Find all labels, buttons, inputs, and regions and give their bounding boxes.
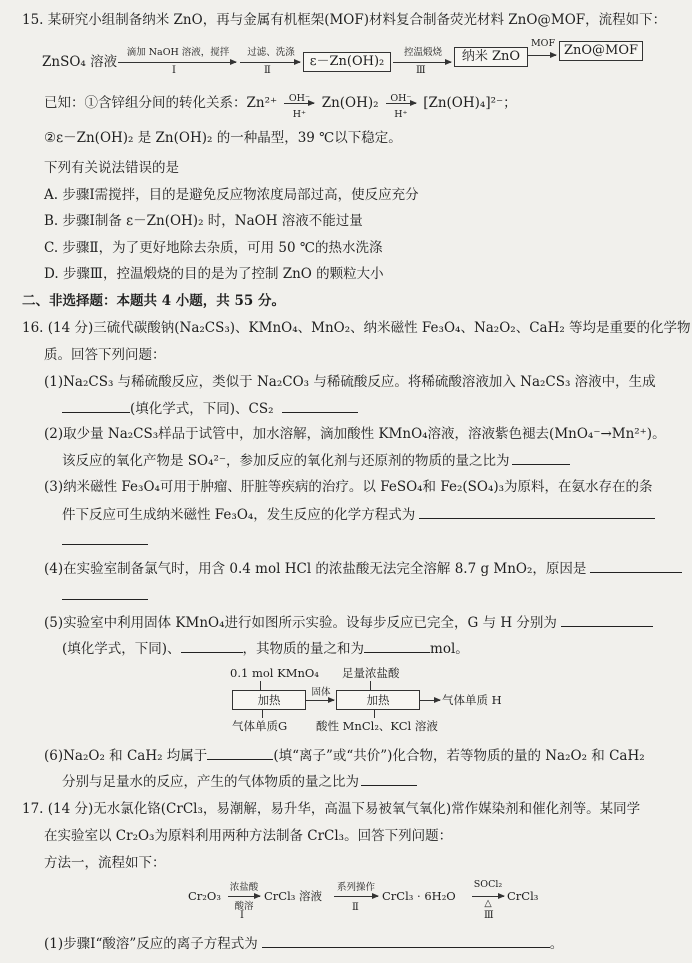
q16-stem-line2: 质。回答下列问题：: [44, 347, 166, 363]
q16-diagram-box-heat2: 加热: [336, 690, 420, 710]
q17-a1-arrow: [228, 896, 260, 897]
q16-part3-line3: [62, 530, 148, 551]
q15-option-c: C. 步骤Ⅱ，为了更好地除去杂质，可用 50 ℃的热水洗涤: [44, 240, 383, 256]
q16-part3-line1: (3)纳米磁性 Fe₃O₄可用于肿瘤、肝脏等疾病的治疗。以 FeSO₄和 Fe₂(SO₄)₃为原料，在氨水存在的条: [44, 479, 653, 495]
q17-flow-mid2: CrCl₃ · 6H₂O: [382, 889, 456, 903]
q16-part1-blank1[interactable]: [62, 398, 130, 413]
q16-part5-blank-g[interactable]: [561, 612, 653, 627]
q15-option-a: A. 步骤Ⅰ需搅拌，目的是避免反应物浓度局部过高，使反应充分: [44, 187, 419, 203]
q16-diagram-gas-h: 气体单质 H: [442, 693, 502, 707]
q15-stem: 15. 某研究小组制备纳米 ZnO，再与金属有机框架(MOF)材料复合制备荧光材料 ZnO@MOF，流程如下：: [22, 12, 667, 28]
q17-a1-num: Ⅰ: [240, 910, 244, 921]
q15-question: 下列有关说法错误的是: [44, 160, 179, 176]
q17-a1-bottom: 酸溶: [234, 901, 254, 912]
q15-step1-label: 滴加 NaOH 溶液，搅拌: [126, 47, 230, 58]
q16-part6-text2: (填“离子”或“共价”)化合物，若等物质的量的 Na₂O₂ 和 CaH₂: [273, 748, 645, 764]
q15-box-zn-oh2: ε－Zn(OH)₂: [303, 52, 391, 72]
q17-flow-mid1: CrCl₃ 溶液: [264, 889, 323, 903]
q16-part4-line1: [44, 558, 682, 579]
q15-equilibrium-2: [383, 93, 419, 120]
q16-part6-line2: [62, 771, 417, 792]
q16-part3-blank-a[interactable]: [419, 504, 655, 519]
q16-part6-blank-b[interactable]: [361, 771, 417, 786]
q15-equilibrium-1: [281, 93, 317, 120]
q16-part2-blank[interactable]: [512, 450, 570, 465]
q16-diagram-arrow-mid: [306, 700, 334, 701]
q15-known1: [44, 93, 517, 120]
q16-part6-line1: [44, 745, 645, 766]
q16-part2-line2: [62, 450, 570, 471]
q15-step2-arrow: [240, 62, 300, 63]
q17-stem-line2: 在实验室以 Cr₂O₃为原料利用两种方法制备 CrCl₃。回答下列问题：: [44, 828, 453, 844]
q16-part4-blank-b[interactable]: [62, 585, 148, 600]
q15-option-b: B. 步骤Ⅰ制备 ε－Zn(OH)₂ 时，NaOH 溶液不能过量: [44, 213, 363, 229]
q15-step3-arrow: [393, 62, 451, 63]
q16-part5-text4: mol。: [430, 641, 469, 657]
q15-option-d: D. 步骤Ⅲ，控温煅烧的目的是为了控制 ZnO 的颗粒大小: [44, 266, 384, 282]
q16-part1-line2: [62, 398, 358, 419]
q15-eq1-arrow: [284, 103, 314, 104]
q17-a3-num: Ⅲ: [484, 910, 494, 921]
q17-part1: [44, 933, 563, 954]
q15-step4-arrow: [528, 55, 556, 56]
q15-box-zno-mof: ZnO@MOF: [559, 41, 643, 61]
q16-diagram-top2: 足量浓盐酸: [342, 666, 400, 680]
q17-part1-blank[interactable]: [262, 933, 550, 948]
q17-part1-text: (1)步骤Ⅰ“酸溶”反应的离子方程式为: [44, 936, 258, 952]
q16-part1-blank2[interactable]: [282, 398, 358, 413]
q16-diagram-gas-g: 气体单质G: [232, 719, 288, 733]
q17-a2-num: Ⅱ: [352, 902, 359, 913]
q17-part1-period: 。: [549, 936, 564, 952]
q16-part4-line2: [62, 585, 148, 606]
q15-known2: ②ε－Zn(OH)₂ 是 Zn(OH)₂ 的一种晶型，39 ℃以下稳定。: [44, 130, 402, 146]
q16-part6-blank-a[interactable]: [207, 745, 273, 760]
q16-part6-text3: 分别与足量水的反应，产生的气体物质的量之比为: [62, 774, 359, 790]
q17-a3-bottom: △: [484, 898, 492, 909]
q16-diagram-top1: 0.1 mol KMnO₄: [230, 666, 319, 680]
q16-part4-text: (4)在实验室制备氯气时，用含 0.4 mol HCl 的浓盐酸无法完全溶解 8.7 g MnO₂，原因是: [44, 561, 587, 577]
q16-part3-text: 件下反应可生成纳米磁性 Fe₃O₄，发生反应的化学方程式为: [62, 507, 416, 523]
q15-step1-arrow: [118, 62, 236, 63]
q15-step3-num: Ⅲ: [416, 65, 426, 76]
q16-part5-line1: [44, 612, 653, 633]
q16-part5-text3: ，其物质的量之和为: [242, 641, 365, 657]
q17-method1: 方法一，流程如下：: [44, 855, 166, 871]
q16-diagram-in-line2: [370, 681, 371, 690]
q16-part5-line2: [62, 638, 469, 659]
q15-box-nano-zno: 纳米 ZnO: [454, 47, 528, 67]
q16-part5-blank-sum[interactable]: [364, 638, 430, 653]
q15-known1-prefix: 已知：①含锌组分间的转化关系：Zn²⁺: [44, 95, 278, 111]
q17-a1-top: 浓盐酸: [229, 882, 259, 893]
q16-diagram-arrow-right: [420, 700, 440, 701]
q15-eq2-top: OH⁻: [390, 93, 412, 104]
section2-title: 二、非选择题：本题共 4 小题，共 55 分。: [22, 293, 285, 309]
q16-part1-text: (填化学式，下同)、CS₂: [130, 401, 274, 417]
q15-eq1-top: OH⁻: [288, 93, 310, 104]
q17-a2-top: 系列操作: [336, 882, 375, 893]
q16-diagram-box-heat1: 加热: [232, 690, 306, 710]
q15-known1-end: [Zn(OH)₄]²⁻；: [423, 95, 517, 111]
q16-part5-text2: (填化学式，下同)、: [62, 641, 181, 657]
q17-a3-arrow: [472, 896, 504, 897]
q15-step2-num: Ⅱ: [264, 65, 271, 76]
q16-part6-text1: (6)Na₂O₂ 和 CaH₂ 均属于: [44, 748, 208, 764]
q16-part1-line1: (1)Na₂CS₃ 与稀硫酸反应，类似于 Na₂CO₃ 与稀硫酸反应。将稀硫酸溶液加入 Na₂CS₃ 溶液中，生成: [44, 374, 656, 390]
q15-step3-label: 控温煅烧: [403, 47, 442, 58]
q16-part2-line1: (2)取少量 Na₂CS₃样品于试管中，加水溶解，滴加酸性 KMnO₄溶液，溶液紫色褪去(MnO₄⁻→Mn²⁺)。: [44, 426, 666, 442]
q17-a2-arrow: [334, 896, 378, 897]
q17-stem-line1: 17. (14 分)无水氯化铬(CrCl₃，易潮解，易升华，高温下易被氧气氧化)常作媒染剂和催化剂等。某同学: [22, 801, 641, 817]
q15-flow-start: ZnSO₄ 溶液: [42, 54, 118, 70]
q15-step4-label: MOF: [530, 38, 556, 49]
q17-flow-start: Cr₂O₃: [188, 889, 221, 903]
q16-diagram-solid-label: 固体: [311, 687, 331, 698]
q15-eq1-bottom: H⁺: [292, 109, 307, 120]
q15-step1-num: Ⅰ: [172, 65, 176, 76]
q16-stem-line1: 16. (14 分)三硫代碳酸钠(Na₂CS₃)、KMnO₄、MnO₂、纳米磁性 Fe₃O₄、Na₂O₂、CaH₂ 等均是重要的化学物: [22, 320, 691, 336]
q15-step2-label: 过滤、洗涤: [247, 47, 295, 58]
q16-diagram-in-line1: [260, 681, 261, 690]
q17-flow-end: CrCl₃: [507, 889, 539, 903]
q17-a3-top: SOCl₂: [473, 879, 503, 890]
q16-part5-text1: (5)实验室中利用固体 KMnO₄进行如图所示实验。设每步反应已完全，G 与 H 分别为: [44, 615, 557, 631]
q16-part2-text: 该反应的氧化产物是 SO₄²⁻，参加反应的氧化剂与还原剂的物质的量之比为: [62, 453, 510, 469]
q15-eq2-bottom: H⁺: [394, 109, 408, 120]
q16-part5-blank-h[interactable]: [181, 638, 243, 653]
q16-part4-blank-a[interactable]: [590, 558, 682, 573]
q15-known1-mid: Zn(OH)₂: [321, 95, 379, 111]
q16-diagram-solution: 酸性 MnCl₂、KCl 溶液: [316, 719, 438, 733]
q16-part3-blank-b[interactable]: [62, 530, 148, 545]
q15-eq2-arrow: [386, 103, 416, 104]
q16-part3-line2: [62, 504, 655, 525]
